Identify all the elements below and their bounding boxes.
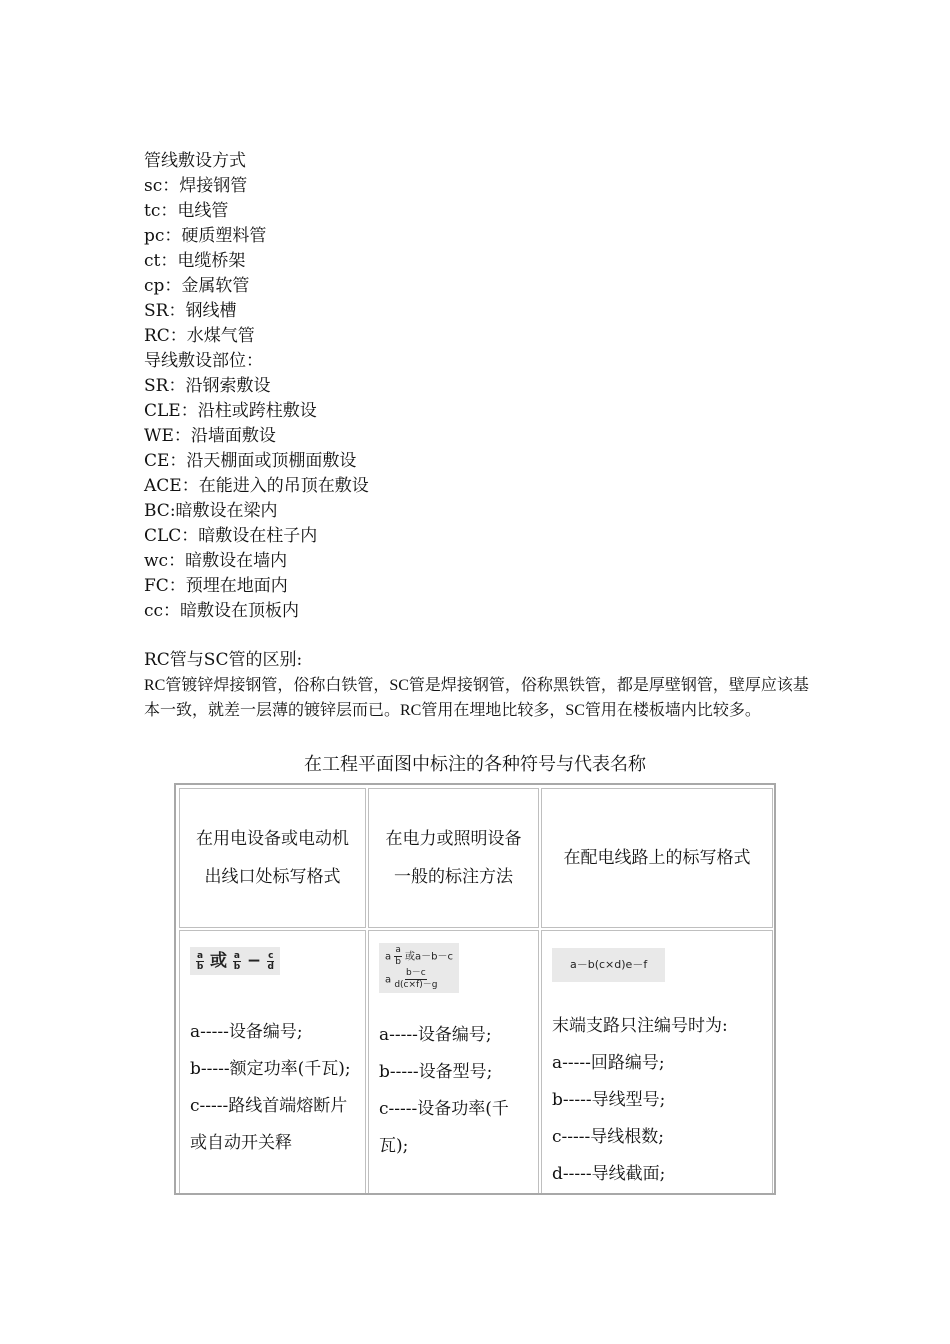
difference-heading: RC管与SC管的区别:: [144, 650, 303, 670]
list-item: WE：沿墙面敷设: [144, 426, 276, 446]
table-cell: [179, 930, 366, 1195]
fraction: $\frac{a}{b}$: [196, 950, 204, 972]
list-item: SR：钢线槽: [144, 301, 237, 321]
formula-line: a $\frac{a}{b}$ 或a－b－c: [385, 945, 454, 967]
section-heading-laying-position: 导线敷设部位：: [144, 351, 263, 371]
list-item: pc：硬质塑料管: [144, 226, 267, 246]
list-item: b-----导线型号;: [552, 1090, 666, 1110]
header-text: 在电力或照明设备一般的标注方法: [385, 829, 522, 887]
cable-laying-list: [144, 149, 369, 624]
table-cell: [368, 930, 539, 1195]
list-item: CE：沿天棚面或顶棚面敷设: [144, 451, 357, 471]
list-item: sc：焊接钢管: [144, 176, 248, 196]
list-item: c-----路线首端熔断片或自动开关释: [190, 1096, 348, 1153]
formula-note: 末端支路只注编号时为:: [552, 1016, 728, 1036]
list-item: a-----设备编号;: [190, 1022, 303, 1042]
table-header-cell: [179, 788, 366, 928]
list-item: BC:暗敷设在梁内: [144, 501, 278, 521]
list-item: d-----导线截面;: [552, 1164, 666, 1184]
list-item: SR：沿钢索敷设: [144, 376, 271, 396]
list-item: cc：暗敷设在顶板内: [144, 601, 300, 621]
list-item: tc：电线管: [144, 201, 229, 221]
list-item: wc：暗敷设在墙内: [144, 551, 288, 571]
list-item: b-----额定功率(千瓦);: [190, 1059, 351, 1079]
section-heading-laying-method: 管线敷设方式: [144, 151, 246, 171]
list-item: c-----导线根数;: [552, 1127, 664, 1147]
fraction: $\frac{b-c}{d(c\times f)-g}$: [394, 968, 438, 990]
list-item: RC：水煤气管: [144, 326, 255, 346]
header-text: 在配电线路上的标写格式: [563, 848, 751, 868]
fraction: $\frac{a}{b}$: [233, 950, 241, 972]
fraction: $\frac{a}{b}$: [395, 945, 401, 967]
table-header-cell: [368, 788, 539, 928]
list-item: a-----设备编号;: [379, 1024, 492, 1045]
header-text: 在用电设备或电动机出线口处标写格式: [196, 829, 349, 887]
list-item: CLE：沿柱或跨柱敷设: [144, 401, 317, 421]
fraction: $\frac{c}{d}$: [267, 950, 274, 972]
formula-image: a－b(c×d)e－f: [552, 948, 665, 982]
list-item: cp：金属软管: [144, 276, 250, 296]
formula-image: [379, 943, 459, 993]
list-item: b-----设备型号;: [379, 1061, 493, 1082]
formula-line: a $\frac{b-c}{d(c\times f)-g}$: [385, 968, 438, 990]
list-item: ct：电缆桥架: [144, 251, 246, 271]
table-title: 在工程平面图中标注的各种符号与代表名称: [304, 754, 646, 775]
formula-image: $\frac{a}{b}$ 或 $\frac{a}{b}$ − $\frac{c}{d}$: [190, 947, 280, 975]
list-item: ACE：在能进入的吊顶在敷设: [144, 476, 369, 496]
list-item: a-----回路编号;: [552, 1053, 665, 1073]
list-item: c-----设备功率(千瓦);: [379, 1098, 509, 1156]
list-item: CLC：暗敷设在柱子内: [144, 526, 318, 546]
table-header-cell: [541, 788, 773, 928]
symbol-table: [174, 783, 776, 1195]
list-item: FC：预埋在地面内: [144, 576, 288, 596]
table-cell: [541, 930, 773, 1195]
difference-paragraph: RC管镀锌焊接钢管，俗称白铁管，SC管是焊接钢管，俗称黑铁管，都是厚壁钢管，壁厚应该基本一致，就差一层薄的镀锌层而已。RC管用在埋地比较多，SC管用在楼板墙内比较多。: [144, 677, 809, 719]
